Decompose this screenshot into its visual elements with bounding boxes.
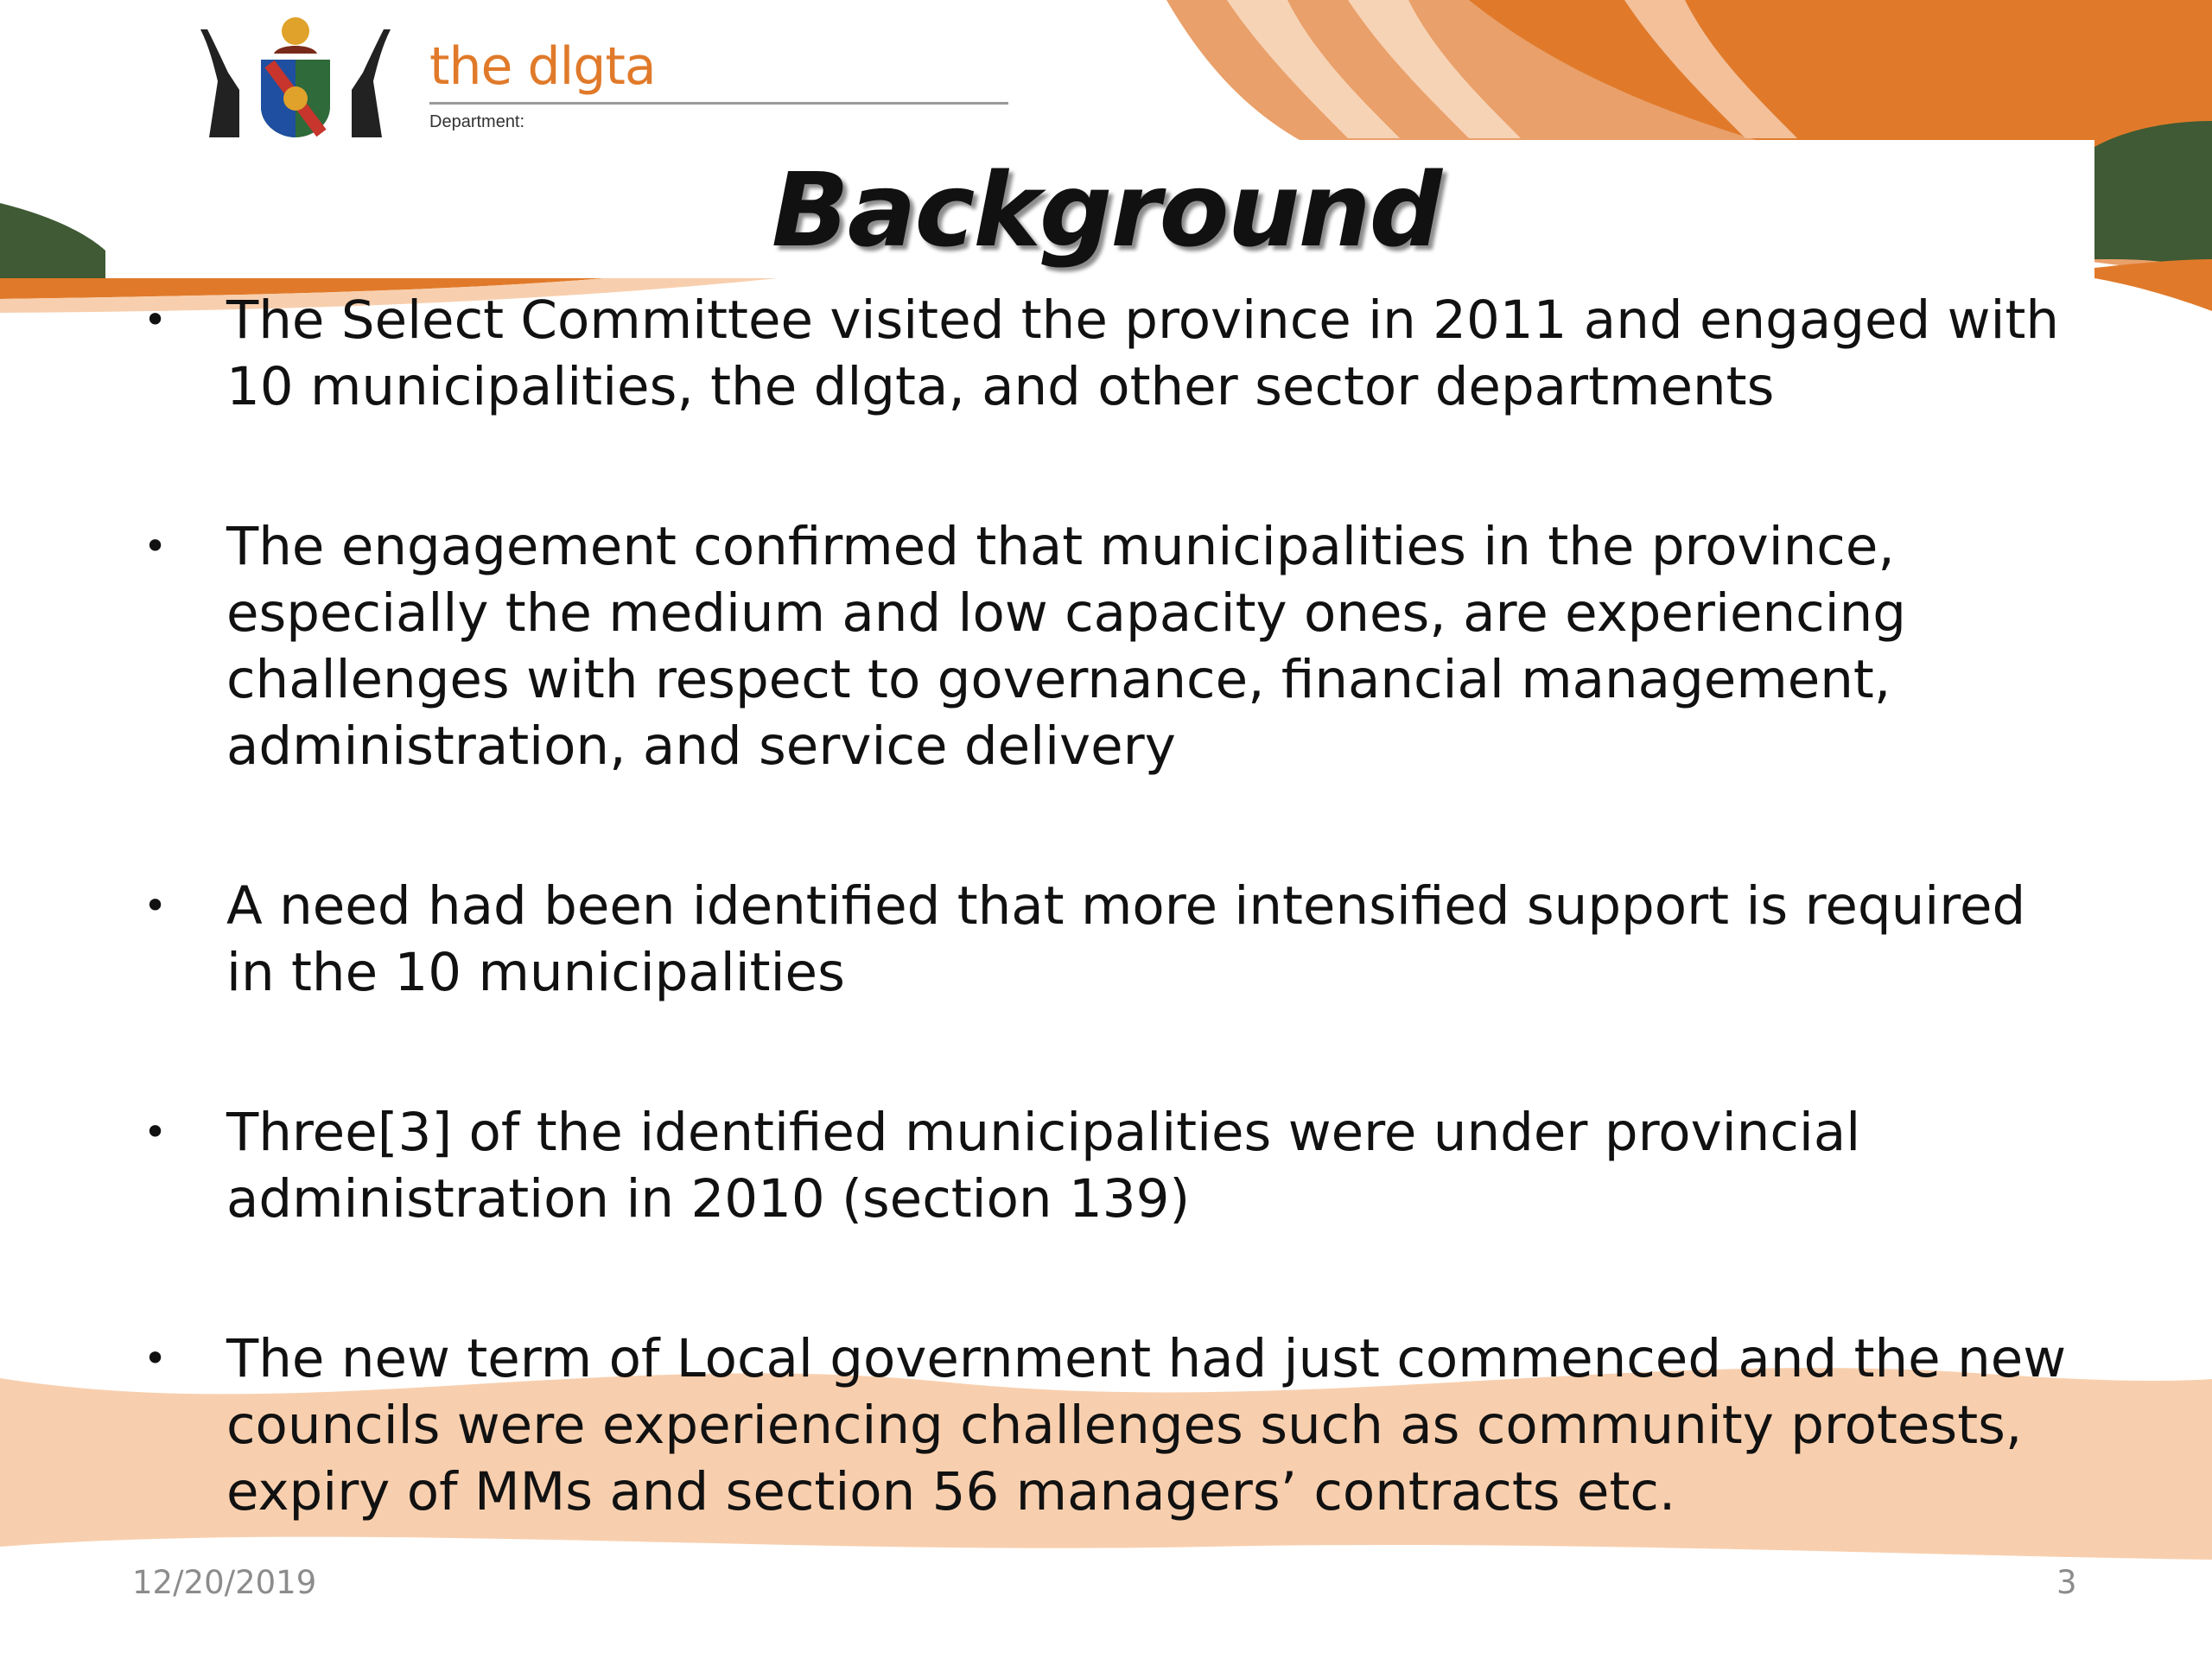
bottom-white-wave: [0, 1537, 2212, 1659]
department-label: Department:: [429, 112, 525, 131]
bullet-item: • Three[3] of the identified municipalities were under provincial administration in 2010 (section 139): [131, 1099, 2084, 1232]
bullet-item: • The engagement confirmed that municipalities in the province, especially the medium and low capacity ones, are experiencing challenges with respect to governance, financial management, administration, and service delivery: [131, 513, 2084, 779]
footer-date: 12/20/2019: [132, 1564, 317, 1601]
page-number: 3: [2056, 1564, 2077, 1601]
brand-name: the dlgta: [429, 36, 656, 97]
bullet-item: • The new term of Local government had just commenced and the new councils were experiencing challenges such as community protests, expiry of MMs and section 56 managers’ contracts etc.: [131, 1325, 2084, 1525]
bullet-item: • A need had been identified that more intensified support is required in the 10 municipalities: [131, 873, 2084, 1006]
dlgta-logo: [192, 12, 831, 137]
bullet-item: • The Select Committee visited the province in 2011 and engaged with 10 municipalities, the dlgta, and other sector departments: [131, 287, 2084, 420]
coat-of-arms-icon: [192, 12, 399, 137]
bullet-list: [131, 287, 2084, 1525]
brand-divider: [429, 102, 1008, 105]
slide-title: Background: [771, 150, 1441, 270]
